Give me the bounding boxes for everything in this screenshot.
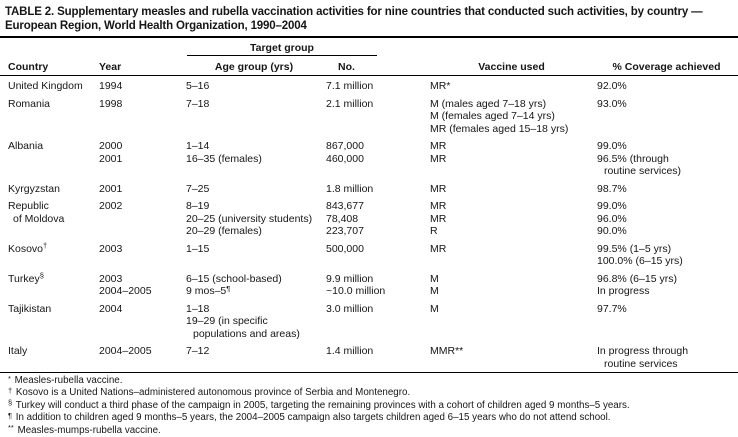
footnote-marker: § [8,398,13,408]
table-cell [428,165,595,178]
table-title: TABLE 2. Supplementary measles and rubella vaccination activities for nine countries that conducted such activities, by country — European Region, World Health Organization, 1990–2004 [5,6,703,32]
table-cell [324,110,428,123]
table-row [0,135,738,153]
empty-header-cell [428,40,595,56]
table-cell [0,225,97,238]
table-cell [595,328,738,341]
table-cell: 1–14 [186,140,210,152]
column-header-vaccine-used: Vaccine used [428,56,595,76]
table-cell: Romania [8,97,51,110]
table-header [0,40,738,76]
table-cell [324,165,428,178]
table-cell: 7–12 [186,345,210,357]
table-cell: 2004 [99,302,123,315]
title-rule [0,36,738,38]
table-row [0,123,738,136]
table-cell: 223,707 [326,225,364,237]
table-cell [184,110,324,123]
table-cell: routine services [604,357,678,370]
footnote: § Turkey will conduct a third phase of the campaign in 2005, targeting the remaining provinces with a cohort of children aged 9 months–5 years. [8,398,630,411]
table-cell [97,358,184,371]
table-cell: 1.4 million [326,345,374,357]
table-cell: MR* [430,80,451,92]
column-header-number: No. [324,56,428,76]
table-cell: Albania [8,140,44,152]
table-row [0,178,738,196]
column-header-row [0,56,738,76]
table-cell [184,358,324,371]
table-cell [184,255,324,268]
table-cell: 1998 [99,97,123,110]
table-cell: M [430,272,439,285]
column-header-age-group: Age group (yrs) [184,56,324,76]
table-cell [97,328,184,341]
table-cell: In progress through [597,345,689,357]
table-row [0,268,738,286]
table-cell: MR [430,242,447,255]
table-cell: MR [430,182,447,195]
table-cell [0,328,97,341]
column-header-year: Year [97,56,184,76]
table-row [0,110,738,123]
table-cell: 5–16 [186,80,210,92]
table-row [0,225,738,238]
table-cell: 2.1 million [326,97,374,110]
table-cell: M [430,285,439,297]
table-cell: 9.9 million [326,272,374,285]
footnote-marker: * [8,373,11,383]
table-cell: 9 mos–5¶ [186,283,231,297]
table-cell [0,358,97,371]
table-cell: 7–25 [186,182,210,195]
table-cell: 20–25 (university students) [186,212,313,225]
table-cell [324,315,428,328]
footnote-marker: ¶ [226,283,231,293]
table-cell: 843,677 [326,200,364,212]
table-cell [0,153,97,166]
table-cell: 96.0% [597,212,627,225]
column-header-coverage: % Coverage achieved [595,56,738,76]
table-cell: 99.5% (1–5 yrs) [597,242,672,255]
empty-header-cell [595,40,738,56]
table-cell: 90.0% [597,225,627,237]
table-cell [97,315,184,328]
footnote: † Kosovo is a United Nations–administered autonomous province of Serbia and Montenegro. [8,385,411,399]
table-cell [97,213,184,226]
table-cell [428,328,595,341]
table-row [0,328,738,341]
table-cell [428,358,595,371]
table-cell [97,123,184,136]
table-cell: 460,000 [326,152,364,165]
table-row [0,298,738,316]
footnote: ** Measles-mumps-rubella vaccine. [8,423,161,436]
table-row [0,195,738,213]
table-cell: Italy [8,345,28,357]
table-cell: of Moldova [13,212,65,225]
table-cell [0,285,97,298]
footnote: * Measles-rubella vaccine. [8,373,123,386]
table-row [0,165,738,178]
table-cell: 96.8% (6–15 yrs) [597,272,677,285]
table-cell: Tajikistan [8,302,52,315]
footnote-marker: ** [8,423,14,433]
table-cell: MR [430,212,447,225]
table-cell [0,165,97,178]
table-cell: Kyrgyzstan [8,182,60,195]
target-group-header: Target group [187,42,377,57]
table-row [0,358,738,371]
table-cell [0,255,97,268]
table-cell [595,315,738,328]
table-cell [595,123,738,136]
table-cell [97,110,184,123]
table-cell: 99.0% [597,200,627,212]
table-row [0,213,738,226]
empty-header-cell [0,40,97,56]
table-cell: 78,408 [326,212,359,225]
table-cell: 500,000 [326,242,364,255]
table-cell [324,123,428,136]
table-cell: Turkey§ [8,271,44,285]
table-cell: 2003 [99,242,123,255]
table-cell: routine services) [604,165,682,177]
footnote: ¶ In addition to children aged 9 months–5 years, the 2004–2005 campaign also targets children aged 6–15 years who do not attend school. [8,410,611,424]
vaccination-table [0,40,738,370]
table-cell: MR [430,140,447,152]
table-row [0,238,738,256]
footnote-marker: § [39,271,44,280]
table-cell [428,255,595,268]
table-cell: 6–15 (school-based) [186,272,282,285]
table-cell: 1.8 million [326,182,374,195]
empty-header-cell [97,40,184,56]
column-header-country: Country [0,56,97,76]
table-cell [428,315,595,328]
table-cell: 19–29 (in specific [186,315,268,327]
table-cell: 2000 [99,140,123,152]
table-cell: 2001 [99,152,123,165]
footnote-marker: † [8,385,13,395]
table-cell: 2004–2005 [99,285,152,297]
table-cell: 93.0% [597,97,627,110]
table-cell [184,165,324,178]
footnote-marker: ¶ [8,410,13,420]
footnotes [0,373,738,437]
table-row [0,255,738,268]
table-cell: MMR** [430,345,464,357]
table-cell [97,225,184,238]
table-cell: 1–18 [186,302,210,315]
table-cell: 1–15 [186,242,210,255]
table-row [0,153,738,166]
table-cell: ~10.0 million [326,285,386,297]
table-cell: MR [430,152,447,165]
table-body [0,76,738,371]
table-cell: populations and areas) [193,327,300,340]
table-cell: MR (females aged 15–18 yrs) [430,122,569,135]
table-cell: 92.0% [597,80,627,92]
table-cell: R [430,225,438,237]
table-cell: 2003 [99,272,123,285]
target-group-row [0,40,738,56]
table-cell: 867,000 [326,140,364,152]
table-cell: 100.0% (6–15 yrs) [597,255,683,267]
table-cell: 2001 [99,182,123,195]
table-cell: 20–29 (females) [186,225,262,237]
table-cell [0,110,97,123]
table-cell [97,255,184,268]
table-cell [595,110,738,123]
target-group-span [184,40,428,56]
table-cell: M (females aged 7–14 yrs) [430,110,555,122]
table-cell: M [430,302,439,315]
table-cell [324,328,428,341]
table-cell: 1994 [99,80,123,92]
table-cell: In progress [597,285,650,297]
table-cell: 97.7% [597,302,627,315]
table-cell: MR [430,200,447,212]
table-cell [97,165,184,178]
table-cell [324,255,428,268]
table-cell: 3.0 million [326,302,374,315]
table-cell: 98.7% [597,182,627,195]
table-cell [0,315,97,328]
table-row [0,285,738,298]
table-cell: 2002 [99,200,123,212]
table-row [0,340,738,358]
table-cell: M (males aged 7–18 yrs) [430,97,547,110]
table-cell: Republic [8,200,49,212]
table-cell: 2004–2005 [99,345,152,357]
table-row [0,93,738,111]
table-cell: United Kingdom [8,80,83,92]
table-cell [324,358,428,371]
table-cell: 7–18 [186,97,210,110]
table-cell: 99.0% [597,140,627,152]
table-row [0,76,738,93]
table-cell: 16–35 (females) [186,152,262,165]
footnote-marker: † [43,241,48,250]
table-cell: 8–19 [186,200,210,212]
table-cell [184,123,324,136]
table-cell: 96.5% (through [597,152,669,165]
table-cell: Kosovo† [8,241,48,255]
table-cell [0,123,97,136]
table-cell: 7.1 million [326,80,374,92]
table-row [0,315,738,328]
